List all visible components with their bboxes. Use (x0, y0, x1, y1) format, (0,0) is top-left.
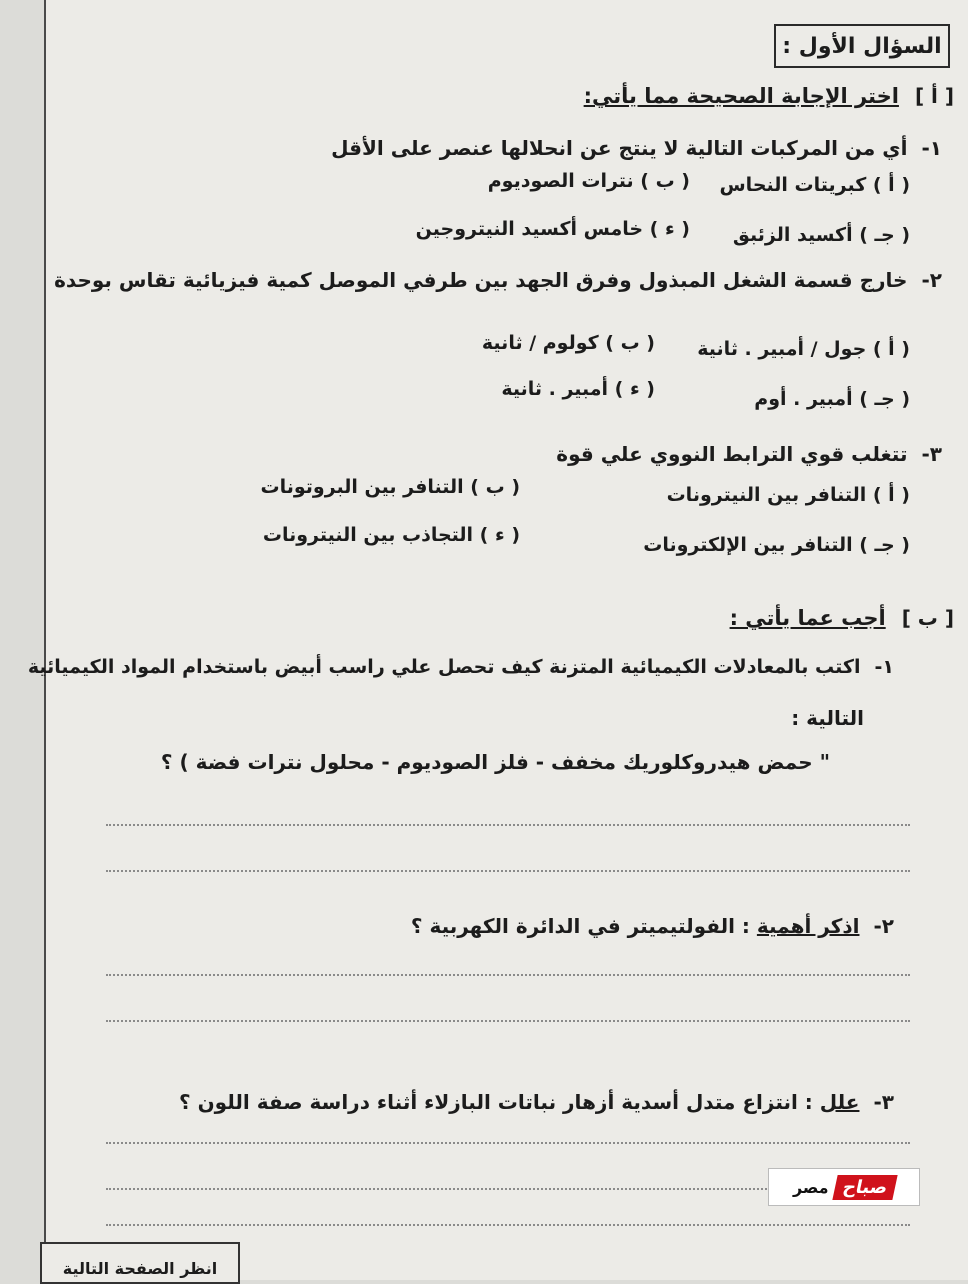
option-a2-c: ( جـ ) أمبير . أوم (754, 388, 910, 410)
part-b-header (730, 606, 954, 630)
option-a3-b: ( ب ) التنافر بين البروتونات (260, 476, 520, 498)
question-a2 (54, 268, 942, 292)
question-b2 (411, 914, 894, 938)
question-text: تتغلب قوي الترابط النووي علي قوة (556, 442, 908, 466)
part-b-label: أجب عما يأتي : (729, 606, 886, 630)
page-title: السؤال الأول : (774, 24, 950, 68)
question-text: : انتزاع متدل أسدية أزهار نباتات البازلاء أثناء دراسة صفة اللون ؟ (179, 1090, 813, 1114)
question-a3 (556, 442, 942, 466)
option-a1-b: ( ب ) نترات الصوديوم (487, 170, 690, 192)
option-a1-d: ( ء ) خامس أكسيد النيتروجين (415, 218, 690, 240)
question-text: أي من المركبات التالية لا ينتج عن انحلالها عنصر على الأقل (331, 136, 908, 160)
answer-line (106, 1224, 910, 1226)
watermark-black-text: مصر (792, 1177, 829, 1197)
question-keyword: اذكر أهمية (756, 914, 860, 938)
option-a1-a: ( أ ) كبريتات النحاس (719, 174, 910, 196)
option-a3-c: ( جـ ) التنافر بين الإلكترونات (643, 534, 910, 556)
option-a2-a: ( أ ) جول / أمبير . ثانية (697, 338, 910, 360)
part-a-tag: [ أ ] (914, 84, 954, 108)
question-keyword: علل (819, 1090, 860, 1114)
question-a1 (331, 136, 942, 160)
answer-line (106, 974, 910, 976)
next-page-note: انظر الصفحة التالية (40, 1242, 240, 1284)
question-b3 (179, 1090, 894, 1114)
exam-page (27, 0, 968, 1280)
question-number: ٣- (873, 1090, 894, 1114)
answer-line (106, 824, 910, 826)
part-a-label: اختر الإجابة الصحيحة مما يأتي: (583, 84, 899, 108)
question-number: ١- (921, 136, 942, 160)
question-number: ٢- (873, 914, 894, 938)
question-b1-line3: " حمض هيدروكلوريك مخفف - فلز الصوديوم - محلول نترات فضة ) ؟ (160, 750, 830, 774)
question-text: : الفولتيميتر في الدائرة الكهربية ؟ (410, 914, 750, 938)
option-a3-d: ( ء ) التجاذب بين النيترونات (262, 524, 520, 546)
option-a3-a: ( أ ) التنافر بين النيترونات (666, 484, 910, 506)
question-number: ٣- (921, 442, 942, 466)
part-a-header (584, 84, 954, 108)
watermark-red-text: صباح (832, 1175, 898, 1200)
question-b1-line2: التالية : (791, 706, 864, 730)
question-number: ٢- (921, 268, 942, 292)
question-text: خارج قسمة الشغل المبذول وفرق الجهد بين طرفي الموصل كمية فيزيائية تقاس بوحدة (54, 268, 908, 292)
answer-line (106, 870, 910, 872)
watermark-logo (768, 1168, 920, 1206)
option-a2-b: ( ب ) كولوم / ثانية (481, 332, 655, 354)
question-text: اكتب بالمعادلات الكيميائية المتزنة كيف تحصل علي راسب أبيض باستخدام المواد الكيميائية (27, 656, 861, 678)
question-number: ١- (874, 656, 894, 678)
question-b1-line1 (28, 656, 894, 678)
answer-line (106, 1142, 910, 1144)
part-b-tag: [ ب ] (901, 606, 954, 630)
option-a1-c: ( جـ ) أكسيد الزئبق (732, 224, 910, 246)
option-a2-d: ( ء ) أمبير . ثانية (501, 378, 655, 400)
answer-line (106, 1020, 910, 1022)
